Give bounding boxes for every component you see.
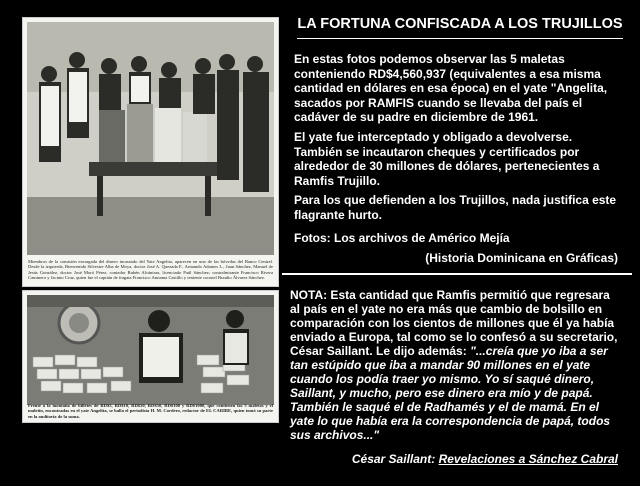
note-quote: "...creía que yo iba a ser tan estúpido que iba a mandar 90 millones en el yate cuando los podía traer yo mismo. Yo sí saqué dinero, Saillant, y mucho, pero ese dinero era mío y de papá. También le saqué el de Radhamés y el de mamá. En el yate lo que había era la correspondencia de papá, todos sus archivos..."	[290, 344, 611, 442]
note-intro: NOTA: Esta cantidad que Ramfis permitió que regresara al país en el yate no era más que cambio de bolsillo en comparación con los cientos de millones que él ya había enviado a Europa, tal como se lo confesó a su secretario, César Saillant. Le dijo además:	[290, 288, 618, 358]
money-photo-image	[27, 295, 274, 405]
commission-photo-caption: Miembros de la comisión encargada del dinero incautado del Yate Angelita, aparecen en uno de las bóvedas del Banco Central. Desde la izquierda, Bienvenido Silvestre Alba de Moya, doctor José A. Quezada F., Armando Adames L., Juan Sánchez, Manuel de Jesús González, doctor José Moró Pérez, contador Rubén Alcántara, licenciado Paúl Sánchez; contralmirante Francisco Rivera Caminero y Jacinto Cruz, quien fue el capitán de fragata Francisco Amiama Castillo y teniente coronel Braulio Álvarez Sánchez.	[28, 259, 273, 281]
photo-money-count	[22, 290, 279, 423]
note-paragraph	[290, 288, 620, 442]
photo-credit-line: Fotos: Los archivos de Américo Mejía	[294, 231, 510, 245]
paragraph-yacht-intercepted: El yate fue interceptado y obligado a devolverse. También se incautaron cheques y certificados por alrededor de 30 millones de dólares, pertenecientes a Ramfis Trujillo.	[294, 130, 600, 188]
credit-book-title: Revelaciones a Sánchez Cabral	[438, 452, 618, 466]
photo-commission	[22, 17, 279, 287]
paragraph-defenders: Para los que defienden a los Trujillos, nada justifica este flagrante hurto.	[294, 193, 617, 222]
commission-photo-illustration	[27, 22, 274, 255]
paragraph-suitcases: En estas fotos podemos observar las 5 maletas conteniendo RD$4,560,937 (equivalentes a esa misma cantidad en dólares en esa época) en el yate "Angelita, sacados por RAMFIS cuando se llevaba del país el cadáver de su padre en diciembre de 1961.	[294, 52, 608, 124]
credit-author: César Saillant:	[351, 452, 436, 466]
article-title: LA FORTUNA CONFISCADA A LOS TRUJILLOS	[297, 16, 623, 39]
money-photo-illustration	[27, 295, 274, 405]
quote-credit	[352, 452, 618, 466]
section-divider	[282, 273, 632, 275]
money-photo-caption: Frente a la montaña de billetes de RD$5, RD$10, RD$20, RD$50, RD$100 y RD$1000, que contienen las 5 maletas y el maletín, encontradas en el yate Angelita, se halla el periodista H. M. Cordero, redactor de EL CARIBE, quien tomó su parte en la auditoría de la suma.	[28, 403, 273, 419]
commission-photo-image	[27, 22, 274, 255]
source-attribution: (Historia Dominicana en Gráficas)	[425, 251, 618, 265]
